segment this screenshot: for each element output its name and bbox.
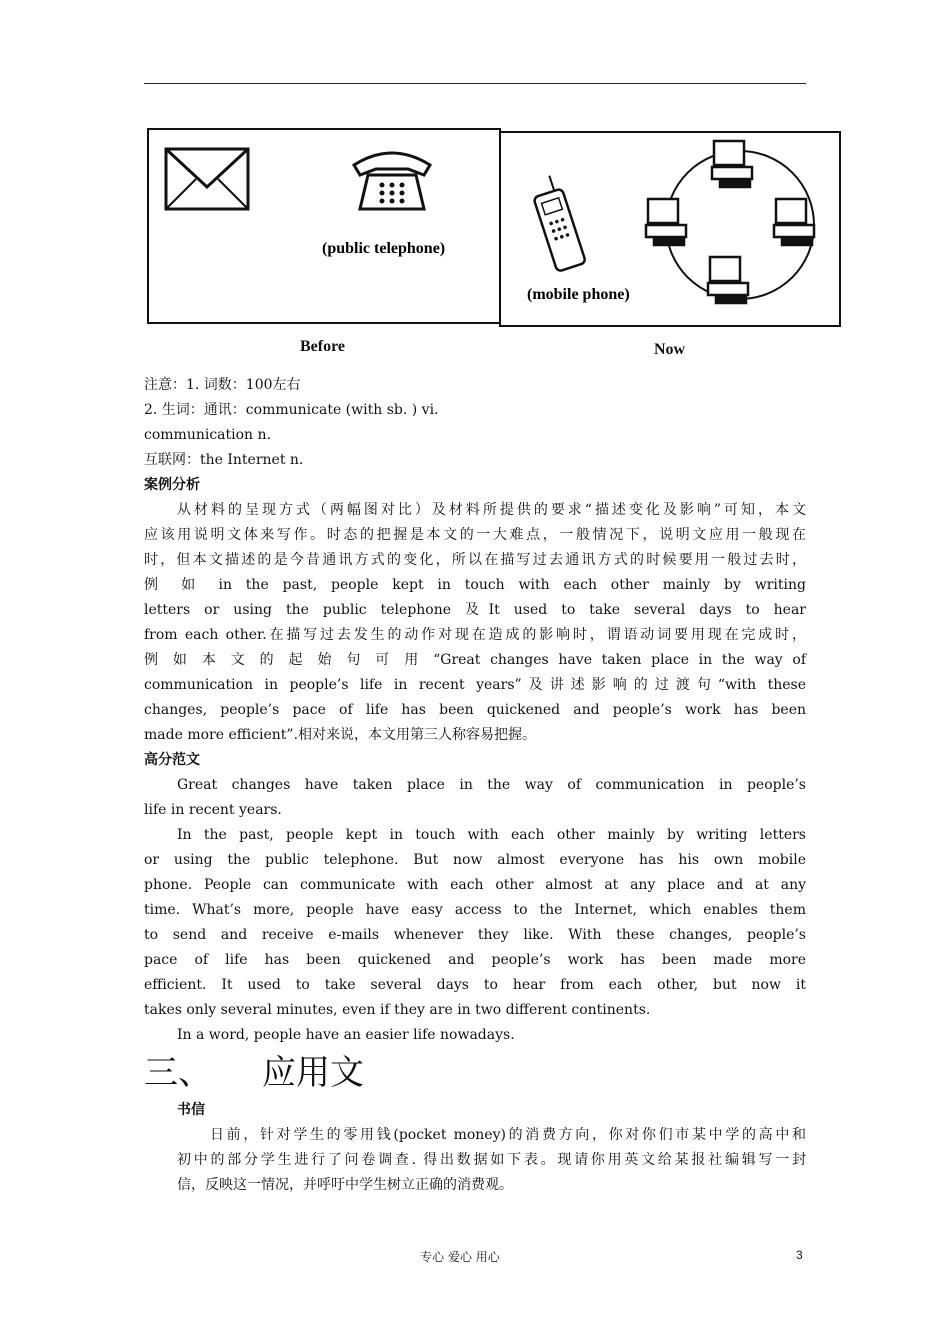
sample-line: life in recent years.	[144, 802, 282, 818]
analysis-line: 从材料的呈现方式（两幅图对比）及材料所提供的要求“描述变化及影响”可知，本文	[177, 502, 806, 518]
sample-heading: 高分范文	[144, 752, 200, 768]
envelope-icon	[166, 149, 248, 209]
page-number: 3	[796, 1248, 803, 1262]
sample-line: or using the public telephone. But now almost everyone has his own mobile	[144, 852, 806, 868]
note-line: 互联网：the Internet n.	[144, 452, 304, 468]
task-line: 信，反映这一情况，并呼吁中学生树立正确的消费观。	[177, 1177, 513, 1193]
section-title: 应用文	[262, 1053, 364, 1093]
section-heading	[144, 1048, 806, 1098]
note-line: communication n.	[144, 427, 271, 443]
letter-subheading: 书信	[177, 1102, 205, 1118]
task-line: 日前，针对学生的零用钱(pocket money)的消费方向，你对你们市某中学的高中和	[210, 1127, 806, 1143]
analysis-line: 例 如 本 文 的 起 始 句 可 用 “Great changes have taken place in the way of	[144, 652, 806, 668]
computer-icon	[646, 141, 814, 303]
analysis-line: 例 如 in the past, people kept in touch with each other mainly by writing	[144, 577, 806, 593]
telephone-icon	[354, 153, 430, 209]
analysis-heading: 案例分析	[144, 477, 200, 493]
analysis-line: made more efficient”.相对来说，本文用第三人称容易把握。	[144, 727, 537, 743]
sample-line: to send and receive e-mails whenever they like. With these changes, people’s	[144, 927, 806, 943]
analysis-line: communication in people’s life in recent years”及讲述影响的过渡句“with these	[144, 677, 806, 693]
analysis-line: changes, people’s pace of life has been quickened and people’s work has been	[144, 702, 806, 718]
sample-line: Great changes have taken place in the way of communication in people’s	[177, 777, 806, 793]
public-telephone-label: (public telephone)	[322, 240, 446, 257]
sample-line: phone. People can communicate with each other almost at any place and at any	[144, 877, 806, 893]
header-rule	[144, 83, 806, 84]
now-caption: Now	[654, 341, 686, 358]
analysis-line: letters or using the public telephone 及It used to take several days to hear	[144, 602, 806, 618]
note-line: 注意：1. 词数：100左右	[144, 377, 301, 393]
analysis-line: 应该用说明文体来写作。时态的把握是本文的一大难点，一般情况下，说明文应用一般现在	[144, 527, 806, 543]
sample-line: In the past, people kept in touch with each other mainly by writing letters	[177, 827, 806, 843]
sample-line: takes only several minutes, even if they are in two different continents.	[144, 1002, 651, 1018]
before-caption: Before	[300, 338, 346, 355]
note-line: 2. 生词：通讯：communicate (with sb. ) vi.	[144, 402, 439, 418]
analysis-line: 时，但本文描述的是今昔通讯方式的变化，所以在描写过去通讯方式的时候要用一般过去时，	[144, 552, 806, 568]
section-number: 三、	[144, 1053, 212, 1093]
mobile-phone-label: (mobile phone)	[527, 286, 630, 303]
sample-line: efficient. It used to take several days to hear from each other, but now it	[144, 977, 806, 993]
analysis-line: from each other.在描写过去发生的动作对现在造成的影响时，谓语动词要用现在完成时，	[144, 627, 806, 643]
footer-motto: 专心 爱心 用心	[420, 1250, 500, 1264]
before-panel	[148, 129, 500, 323]
sample-line: In a word, people have an easier life nowadays.	[177, 1027, 515, 1043]
document-body	[144, 373, 806, 1198]
comparison-figure	[146, 127, 842, 329]
sample-line: pace of life has been quickened and people’s work has been made more	[144, 952, 806, 968]
task-line: 初中的部分学生进行了问卷调查. 得出数据如下表。现请你用英文给某报社编辑写一封	[177, 1152, 806, 1168]
sample-line: time. What’s more, people have easy access to the Internet, which enables them	[144, 902, 806, 918]
mobile-phone-icon	[528, 173, 586, 272]
